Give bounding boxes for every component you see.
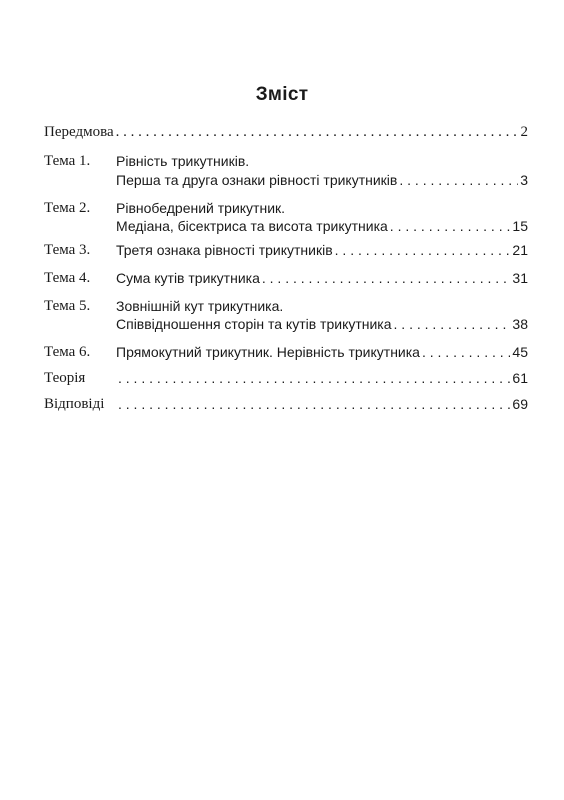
toc-entry-preface[interactable] [44, 122, 528, 142]
toc-page-number: 61 [512, 370, 528, 386]
toc-line [116, 170, 528, 190]
toc-line [116, 216, 528, 236]
leader-dots [118, 368, 510, 388]
toc-entry-topic-5-subtitle[interactable] [44, 314, 528, 334]
toc-line [116, 314, 528, 334]
toc-page-number: 3 [520, 172, 528, 188]
toc-line [116, 342, 528, 362]
leader-dots [394, 314, 511, 334]
toc-page-number: 38 [512, 316, 528, 332]
toc-topic-label: Тема 4. [44, 270, 91, 286]
toc-page-number: 2 [520, 124, 528, 140]
toc-entry-text: Сума кутів трикутника [116, 270, 260, 286]
toc-topic-heading: Рівність трикутників. [116, 153, 250, 169]
toc-entry-topic-6[interactable] [44, 342, 528, 362]
leader-dots [118, 394, 510, 414]
toc-topic-label: Тема 5. [44, 298, 91, 314]
toc-entry-theory[interactable] [44, 368, 528, 388]
toc-topic-heading: Зовнішній кут трикутника. [116, 298, 284, 314]
toc-page-number: 15 [512, 218, 528, 234]
toc-topic-label: Тема 3. [44, 242, 91, 258]
leader-dots [422, 342, 510, 362]
leader-dots [390, 216, 511, 236]
toc-entry-text: Перша та друга ознаки рівності трикутників [116, 172, 398, 188]
toc-entry-label: Теорія [44, 370, 86, 386]
toc-entry-topic-1[interactable] [44, 151, 528, 171]
toc-entry-text: Третя ознака рівності трикутників [116, 242, 333, 258]
toc-topic-label: Тема 1. [44, 153, 91, 169]
toc-entry-label: Передмова [44, 124, 114, 140]
leader-dots [335, 240, 511, 260]
toc-line [116, 394, 528, 414]
toc-line [44, 122, 528, 142]
toc-entry-topic-2-subtitle[interactable] [44, 216, 528, 236]
toc-entry-text: Співвідношення сторін та кутів трикутника [116, 316, 392, 332]
toc-page-number: 69 [512, 396, 528, 412]
toc-page-number: 21 [512, 242, 528, 258]
leader-dots [262, 268, 511, 288]
toc-entry-topic-4[interactable] [44, 268, 528, 288]
toc-entry-text: Медіана, бісектриса та висота трикутника [116, 218, 388, 234]
toc-entry-answers[interactable] [44, 394, 528, 414]
toc-page-number: 31 [512, 270, 528, 286]
toc-line [116, 368, 528, 388]
page-title: Зміст [255, 84, 309, 105]
toc-entry-text: Прямокутний трикутник. Нерівність трикутника [116, 344, 420, 360]
toc-entry-topic-1-subtitle[interactable] [44, 170, 528, 190]
toc-topic-label: Тема 6. [44, 344, 91, 360]
toc-line [116, 240, 528, 260]
leader-dots [116, 122, 519, 142]
toc-page-number: 45 [512, 344, 528, 360]
toc-entry-label: Відповіді [44, 396, 105, 412]
toc-topic-heading: Рівнобедрений трикутник. [116, 200, 286, 216]
toc-entry-topic-2[interactable] [44, 198, 528, 218]
leader-dots [399, 170, 518, 190]
toc-entry-topic-3[interactable] [44, 240, 528, 260]
toc-line [116, 268, 528, 288]
toc-topic-label: Тема 2. [44, 200, 91, 216]
toc-entry-topic-5[interactable] [44, 296, 528, 316]
